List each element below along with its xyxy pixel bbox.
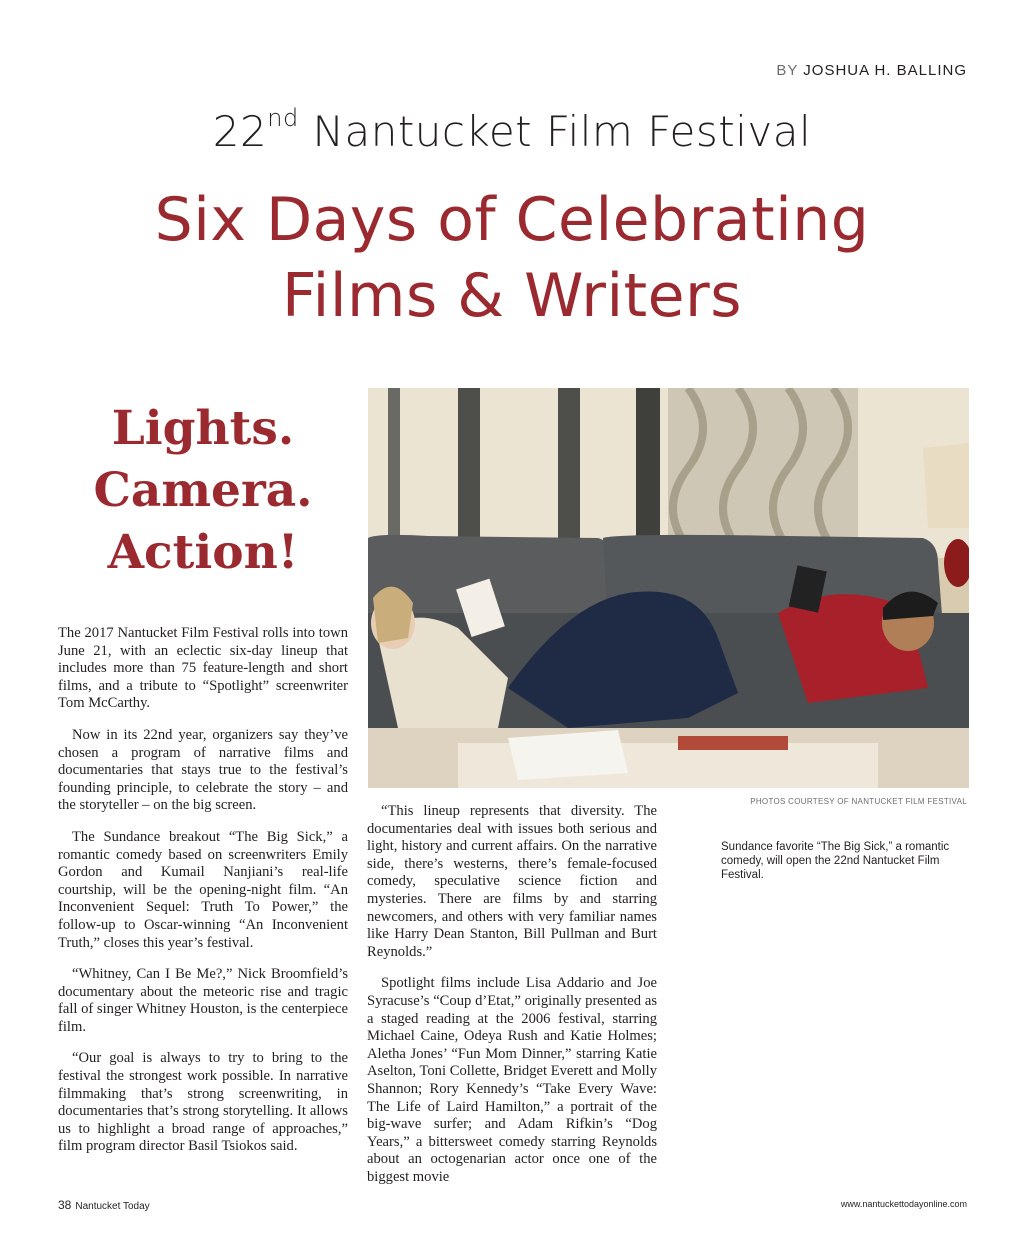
deck-line-1: Lights. [111, 401, 295, 456]
article-paragraph: Spotlight films include Lisa Addario and Joe Syracuse’s “Coup d’Etat,” originally presented as a staged reading at the 2006 festival, starring Michael Caine, Odeya Rush and Katie Holmes; Aletha Jones’ “Fun Mom Dinner,” starring Katie Aselton, Toni Collette, Bridget Everett and Molly Shannon; Rory Kennedy’s “Take Every Wave: The Life of Laird Hamilton,” a portrait of the big-wave surfer; and Adam Rifkin’s “Dog Years,” a bittersweet comedy starring Reynolds about an octogenarian actor once one of the biggest movie [367, 975, 657, 1185]
article-paragraph: The Sundance breakout “The Big Sick,” a romantic comedy based on screenwriters Emily Gordon and Kumail Nanjiani’s real-life courtship, will be the opening-night film. “An Inconvenient Sequel: Truth To Power,” the follow-up to Oscar-winning “An Inconvenient Truth,” closes this year’s festival. [58, 828, 348, 951]
kicker-text: Nantucket Film Festival [298, 107, 812, 156]
article-column-2 [367, 803, 657, 1200]
byline-author: JOSHUA H. BALLING [803, 62, 967, 79]
photo-illustration [368, 388, 969, 788]
byline [776, 62, 967, 79]
photo-credit: PHOTOS COURTESY OF NANTUCKET FILM FESTIVAL [750, 797, 967, 806]
article-paragraph: “Whitney, Can I Be Me?,” Nick Broomfield’s documentary about the meteoric rise and tragic fall of singer Whitney Houston, is the centerpiece film. [58, 966, 348, 1035]
deck [58, 398, 348, 584]
publication-name: Nantucket Today [75, 1201, 150, 1212]
article-paragraph: “This lineup represents that diversity. The documentaries deal with issues both serious and light, history and current affairs. On the narrative side, there’s westerns, there’s female-focused comedy, speculative science fiction and mysteries. There are films by and starring newcomers, and others with very familiar names like Harry Dean Stanton, Bill Pullman and Burt Reynolds.” [367, 803, 657, 960]
byline-prefix: BY [776, 62, 799, 79]
article-column-1 [58, 625, 348, 1170]
papers [508, 730, 628, 780]
photo-caption: Sundance favorite “The Big Sick,” a romantic comedy, will open the 22nd Nantucket Film Festival. [721, 841, 950, 881]
headline [0, 182, 1024, 334]
deck-line-2: Camera. [93, 463, 313, 518]
kicker-number: 22 [212, 107, 268, 156]
lamp-shade [923, 443, 969, 528]
headline-line-2: Films & Writers [282, 261, 742, 331]
deck-line-3: Action! [107, 525, 299, 580]
headline-line-1: Six Days of Celebrating [154, 185, 870, 255]
article-paragraph: Now in its 22nd year, organizers say they’ve chosen a program of narrative films and documentaries that stays true to the festival’s founding principle, to celebrate the story – and the storyteller – on the big screen. [58, 726, 348, 814]
article-paragraph: The 2017 Nantucket Film Festival rolls into town June 21, with an eclectic six-day lineup that includes more than 75 feature-length and short films, and a tribute to “Spotlight” screenwriter Tom McCarthy. [58, 625, 348, 712]
website-url: www.nantuckettodayonline.com [840, 1199, 967, 1209]
folio [58, 1198, 150, 1212]
feature-photo [368, 388, 969, 788]
magazine [678, 736, 788, 750]
kicker-ordinal-suffix: nd [267, 104, 299, 132]
article-paragraph: “Our goal is always to try to bring to the festival the strongest work possible. In narrative filmmaking that’s strong screenwriting, in documentaries that’s strong storytelling. It allows us to highlight a broad range of approaches,” film program director Basil Tsiokos said. [58, 1050, 348, 1155]
kicker-title [0, 104, 1024, 156]
page-number: 38 [58, 1198, 72, 1212]
